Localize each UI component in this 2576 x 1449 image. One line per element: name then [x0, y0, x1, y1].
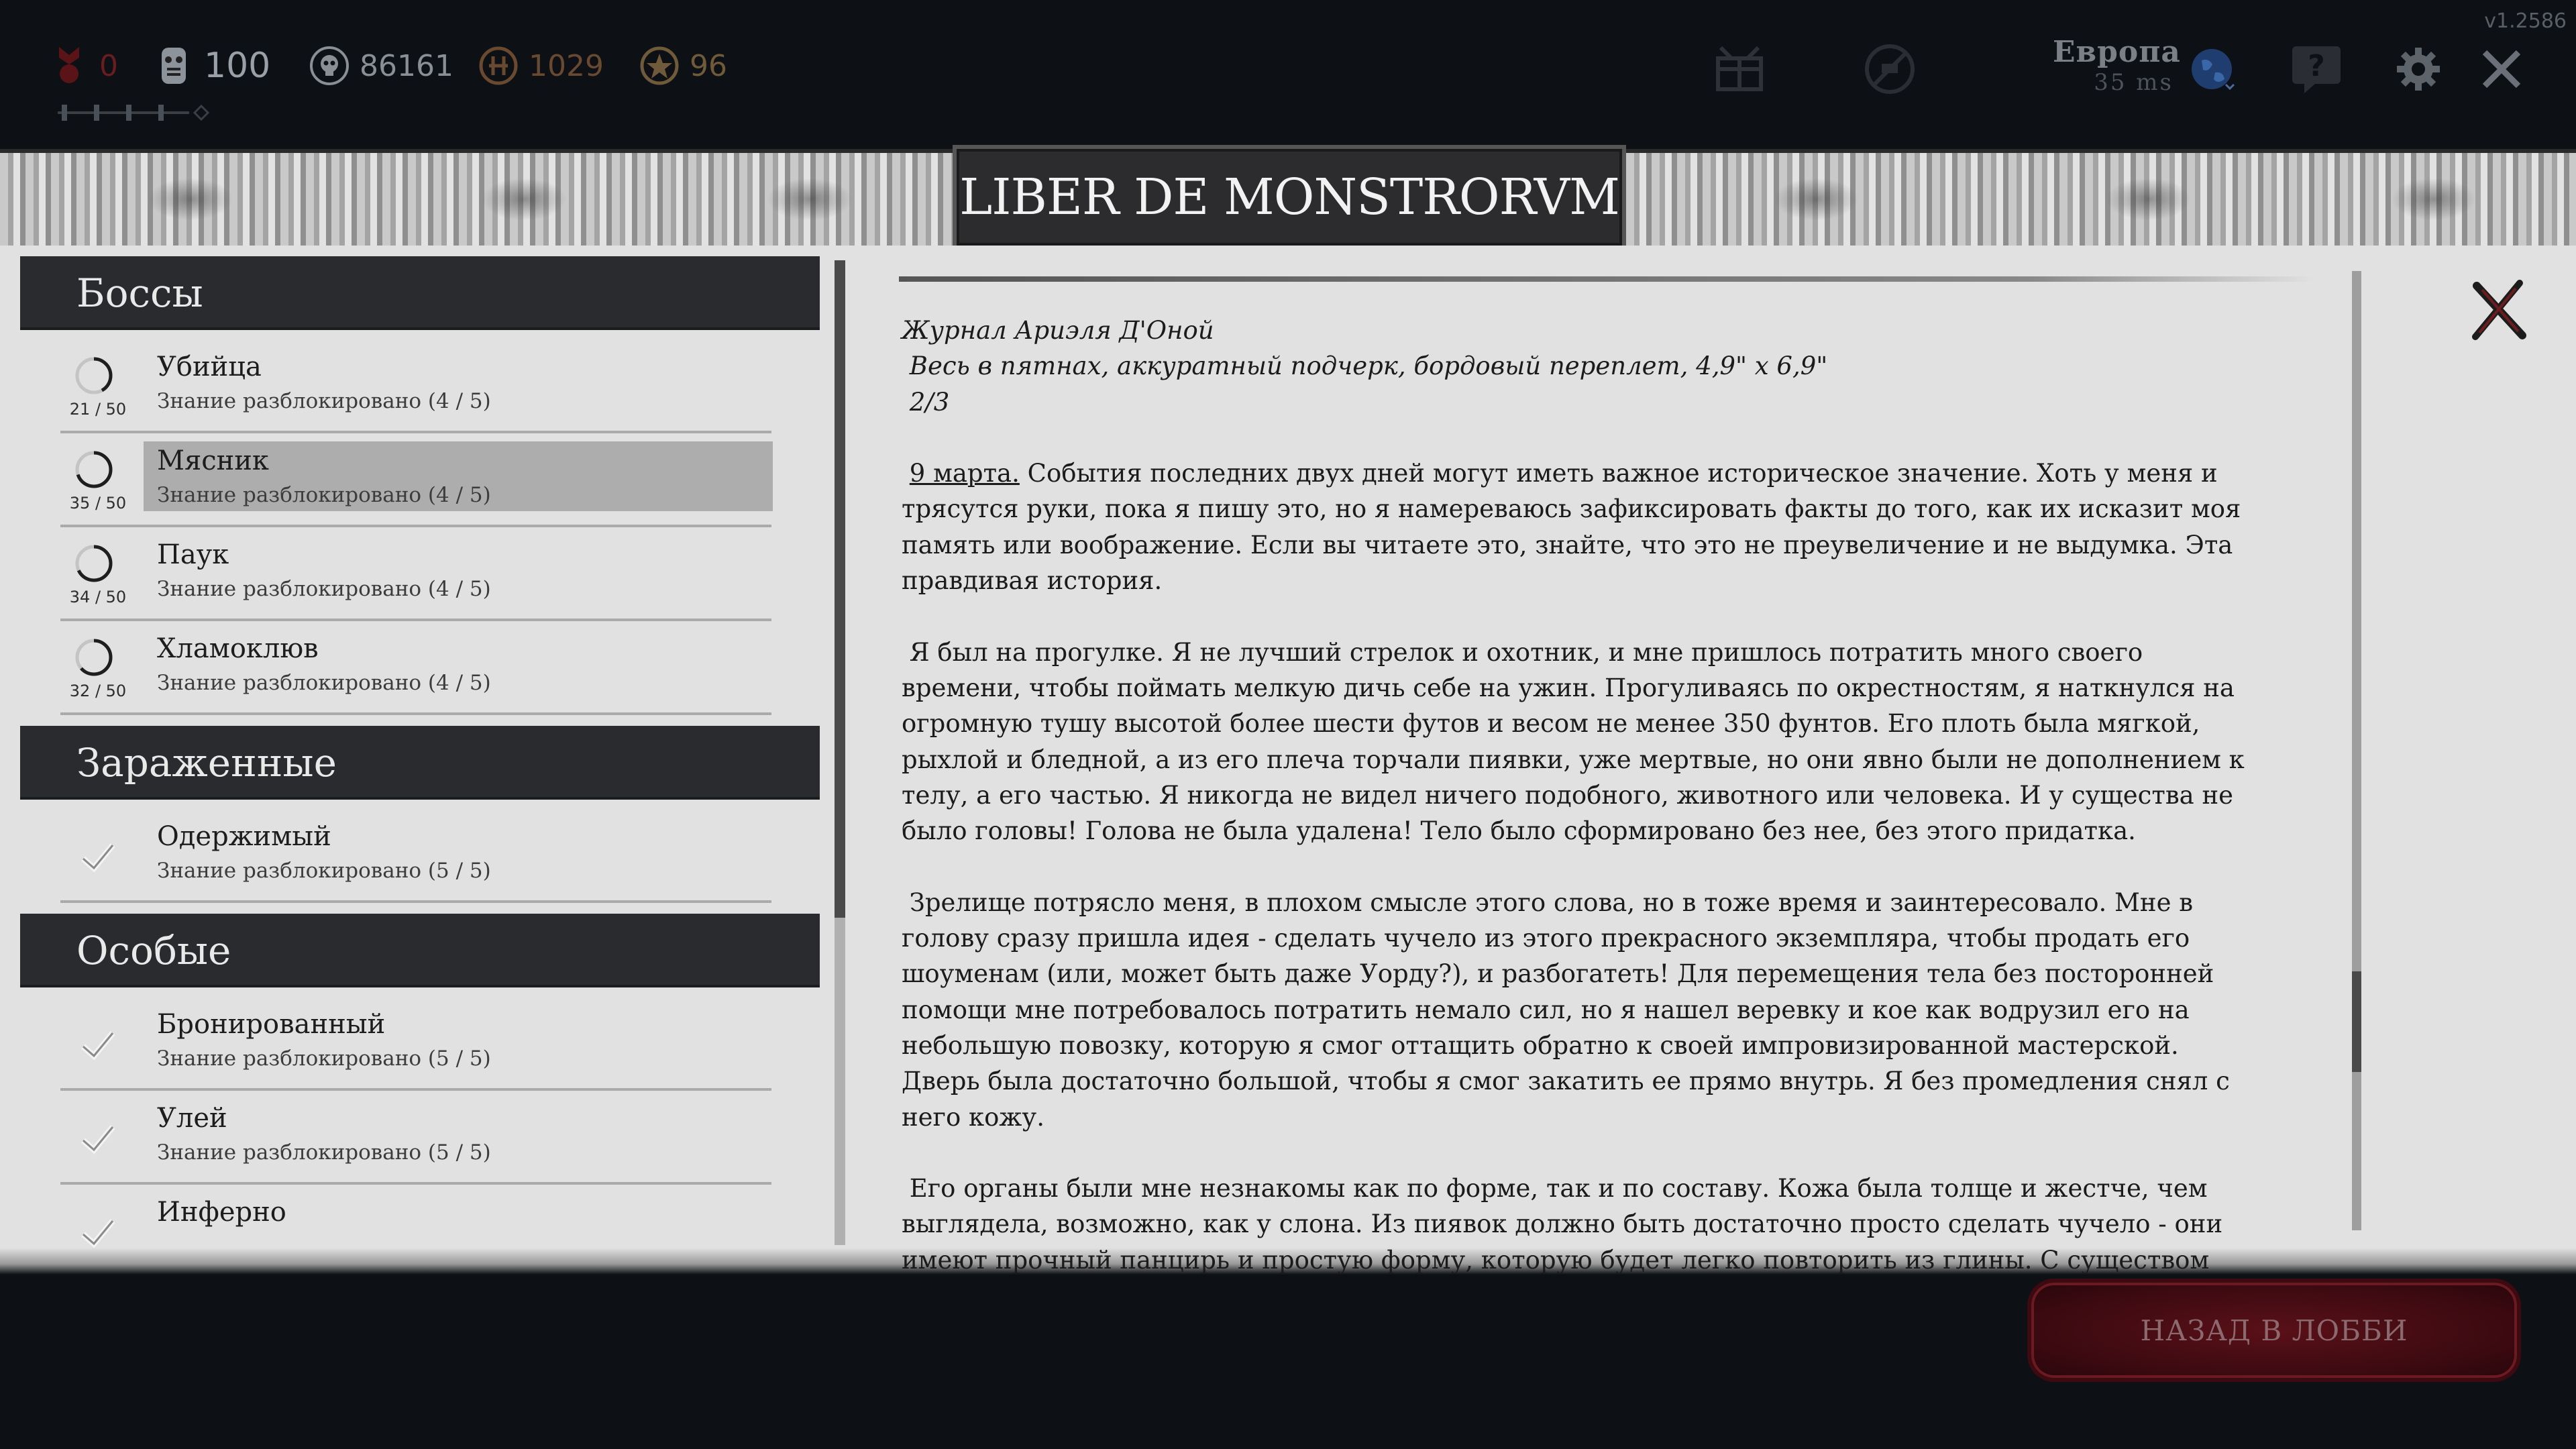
category-header-infected[interactable]: [20, 726, 820, 800]
currency-red-value: 0: [99, 48, 118, 83]
checkmark-icon: [79, 1120, 117, 1158]
region-selector[interactable]: [2053, 35, 2181, 96]
crate-icon[interactable]: [1709, 39, 1770, 99]
entry-status: Знание разблокировано (4 / 5): [157, 389, 491, 413]
title-plate: [953, 145, 1626, 250]
entry-status: Знание разблокировано (4 / 5): [157, 671, 491, 695]
gear-icon[interactable]: [2388, 39, 2449, 99]
progress-count: 34 / 50: [69, 588, 127, 606]
journal-paragraph-3: [902, 885, 2263, 1135]
page-title: LIBER DE MONSTRORVM: [959, 168, 1619, 226]
checkmark-icon: [79, 1026, 117, 1064]
progress-count: 21 / 50: [69, 400, 127, 419]
journal-meta: [902, 313, 2263, 420]
level-pips: [55, 99, 216, 126]
category-header-bosses[interactable]: [20, 256, 820, 330]
currency-skull-value: 86161: [360, 48, 453, 83]
entry-name: Бронированный: [157, 1009, 386, 1040]
journal-divider: [899, 276, 2314, 282]
journal-text: [902, 313, 2263, 1275]
journal-meta-desc: Весь в пятнах, аккуратный подчерк, бордовый переплет, 4,9" x 6,9": [909, 352, 1828, 381]
list-item-uley[interactable]: [60, 1093, 771, 1185]
sidebar-scroll-thumb[interactable]: [835, 260, 845, 918]
list-item-pauk[interactable]: [60, 530, 771, 621]
entry-name: Инферно: [157, 1197, 286, 1228]
entry-status: Знание разблокировано (5 / 5): [157, 1140, 491, 1165]
sidebar-scrollbar[interactable]: [835, 260, 845, 1245]
skull-coin-icon: [309, 45, 350, 87]
region-ping: 35 ms: [2094, 69, 2174, 96]
category-title: Зараженные: [76, 740, 337, 786]
entry-status: Знание разблокировано (5 / 5): [157, 859, 491, 883]
entry-name: Мясник: [157, 445, 269, 476]
list-item-ubiytsa[interactable]: [60, 342, 771, 433]
globe-icon[interactable]: [2182, 39, 2242, 99]
list-item-khlamoklyuv[interactable]: [60, 624, 771, 715]
journal-paragraph-1: [902, 455, 2263, 598]
progress-ring: [74, 449, 114, 490]
entry-name: Паук: [157, 539, 229, 570]
journal-p1-text: События последних двух дней могут иметь важное историческое значение. Хоть у меня и трясутся руки, пока я пишу это, но я намереваюсь зафиксировать факты до того, как их исказит моя память или воображение. Если вы читаете это, знайте, что это не преувеличение и не выдумка. Эта правдивая история.: [902, 459, 2241, 596]
category-title: Боссы: [76, 270, 203, 316]
entry-status: Знание разблокировано (4 / 5): [157, 577, 491, 601]
close-panel-icon[interactable]: [2462, 274, 2536, 347]
close-icon[interactable]: [2471, 39, 2532, 99]
entry-name: Убийца: [157, 352, 262, 382]
journal-p2-text: Я был на прогулке. Я не лучший стрелок и охотник, и мне пришлось потратить много своего времени, чтобы поймать мелкую дичь себе на ужин. Прогуливаясь по окрестностям, я наткнулся на огромную тушу высотой более шести футов и весом не менее 350 фунтов. Его плоть была мягкой, рыхлой и бледной, а из его плеча торчали пиявки, уже мертвые, но они явно были не дополнением к телу, а его частью. Я никогда не видел ничего подобного, животного или человека. И у существа не было головы! Голова не была удалена! Тело было сформировано без нее, без этого придатка.: [902, 637, 2245, 846]
journal-p3-text: Зрелище потрясло меня, в плохом смысле этого слова, но в тоже время и заинтересовало. Мне в голову сразу пришла идея - сделать чучело из этого прекрасного экземпляра, чтобы продать его шоуменам (или, может быть даже Уорду?), и разбогатеть! Для перемещения тела без посторонней помощи мне потребовалось потратить немало сил, но я нашел веревку и кое как водрузил его на небольшую повозку, которую я смог оттащить обратно к своей импровизированной мастерской. Дверь была достаточно большой, чтобы я смог закатить ее прямо внутрь. Я без промедления снял с него кожу.: [902, 888, 2230, 1132]
version-label: v1.2586: [2484, 9, 2567, 33]
entry-name: Хламоклюв: [157, 633, 319, 664]
checkmark-icon: [79, 1214, 117, 1252]
journal-meta-page: 2/3: [909, 387, 950, 417]
currency-orange[interactable]: [478, 39, 604, 93]
currency-orange-value: 1029: [529, 48, 604, 83]
currency-skull[interactable]: [309, 39, 453, 93]
currency-gold-value: 96: [690, 48, 727, 83]
progress-count: 35 / 50: [69, 494, 127, 513]
progress-ring: [74, 543, 114, 584]
journal-paragraph-2: [902, 635, 2263, 849]
currency-gold[interactable]: [639, 39, 727, 93]
star-coin-icon: [639, 45, 680, 87]
back-to-lobby-label: НАЗАД В ЛОББИ: [2140, 1313, 2408, 1347]
help-icon[interactable]: [2286, 39, 2347, 99]
list-item-bronirovannyy[interactable]: [60, 1000, 771, 1091]
monster-list[interactable]: [20, 256, 825, 1242]
ornament-banner-left: [0, 149, 953, 250]
category-header-special[interactable]: [20, 914, 820, 987]
currency-red[interactable]: [48, 39, 118, 93]
entry-name: Одержимый: [157, 821, 331, 852]
medal-icon: [48, 45, 90, 87]
back-to-lobby-button[interactable]: [2027, 1279, 2521, 1382]
currency-dog-tag-value: 100: [204, 46, 271, 86]
checkmark-icon: [79, 839, 117, 876]
journal-meta-title: Журнал Ариэля Д'Оной: [902, 316, 1214, 345]
entry-status: Знание разблокировано (4 / 5): [157, 483, 491, 507]
region-name: Европа: [2053, 35, 2181, 69]
currency-dog-tag[interactable]: [153, 39, 270, 93]
entry-name: Улей: [157, 1103, 227, 1134]
journal-date: 9 марта.: [909, 459, 1020, 488]
svg-text:?: ?: [2308, 49, 2325, 83]
journal-scroll-thumb[interactable]: [2352, 971, 2361, 1072]
category-title: Особые: [76, 928, 231, 973]
entry-status: Знание разблокировано (5 / 5): [157, 1046, 491, 1071]
no-weapon-icon[interactable]: [1860, 39, 1920, 99]
list-item-myasnik[interactable]: [60, 436, 771, 527]
upgrade-coin-icon: [478, 45, 519, 87]
list-item-inferno[interactable]: [60, 1187, 771, 1279]
progress-ring: [74, 637, 114, 678]
journal-scrollbar[interactable]: [2352, 271, 2361, 1230]
dog-tag-icon: [153, 45, 195, 87]
progress-ring: [74, 356, 114, 396]
list-item-oderzhimyy[interactable]: [60, 812, 771, 903]
ornament-banner-right: [1626, 149, 2576, 250]
journal-paragraph-4: [902, 1171, 2263, 1278]
journal-p4-text: Его органы были мне незнакомы как по форме, так и по составу. Кожа была толще и жестче, чем выглядела, возможно, как у слона. Из пиявок должно быть достаточно просто сделать чучело - они имеют прочный панцирь и простую форму, которую будет легко повторить из глины. С существом: [902, 1174, 2223, 1275]
progress-count: 32 / 50: [69, 682, 127, 700]
